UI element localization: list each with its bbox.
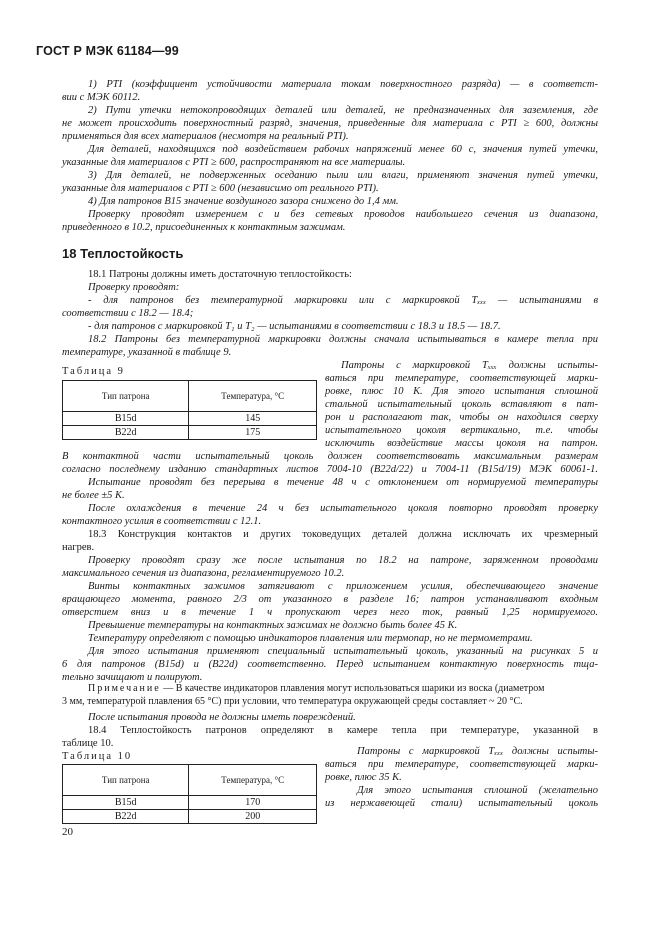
table-9-caption: Таблица 9 [62,366,125,377]
text-line: Для этого испытания применяют специальный испытательный цоколь, указанный на рисунках 5 и [88,646,598,657]
text-line: После испытания провода не должны иметь повреждений. [88,712,356,723]
text-line: согласно последнему изданию стандартных листов 7004-10 (B22d/22) и 7004-11 (B15d/19) МЭК 60061-1. [62,464,598,475]
text-line: Патроны с маркировкой Tₓₓₓ должны испыты- [357,746,598,757]
text-line: 18.3 Конструкция контактов и других токоведущих деталей должна исключать их чрезмерный [88,529,598,540]
table-9-cell: 145 [189,412,317,426]
text-line: таблице 10. [62,738,114,749]
text-line: Для деталей, находящихся под воздействием рабочих напряжений менее 60 с, значения путей утечки, [88,144,598,155]
page-number: 20 [62,826,73,838]
note-line-1: Примечание — В качестве индикаторов плавления могут использоваться шарики из воска (диаметром [88,683,545,694]
table-10 [62,764,317,824]
table-9-cell: B15d [63,412,189,426]
text-line: 18.4 Теплостойкость патронов определяют в камере тепла при температуре, указанной в [88,725,598,736]
text-line: вращающего момента, равного 2/3 от указанного в разделе 16; патрон устанавливают входным [62,594,598,605]
text-line: 6 для патронов (B15d) и (B22d) соответственно. Перед испытанием контактную поверхность тща- [62,659,598,670]
text-line: Температуру определяют с помощью индикаторов плавления или термопар, но не термометрами. [88,633,533,644]
note-line-2: 3 мм, температурой плавления 65 °С) при условии, что температура окружающей среды составляет ~ 20 °С. [62,696,523,707]
text-line: 18.2 Патроны без температурной маркировки должны сначала испытываться в камере тепла при [88,334,598,345]
text-line: Превышение температуры на контактных зажимах не должно быть более 45 К. [88,620,458,631]
text-line: указанные для материалов с PTI ≥ 600 (независимо от реального PTI). [62,183,379,194]
text-line: рон и располагают так, чтобы он находился сверху [325,412,598,423]
text-line: ровке, плюс 35 К. [325,772,402,783]
text-line: максимального сечения из диапазона, регламентируемого 10.2. [62,568,345,579]
text-line: тельно зачищают и полируют. [62,672,203,683]
text-line: температуре, указанной в таблице 9. [62,347,232,358]
text-line: испытательного цоколя вертикально, т.е. чтобы [325,425,598,436]
text-line: исключить воздействие массы цоколя на патрон. [325,438,598,449]
text-line: из нержавеющей стали) испытательный цоколь [325,798,598,809]
text-line: После охлаждения в течение 24 ч без испытательного цоколя повторно проводят проверку [88,503,598,514]
text-line: Проверку проводят сразу же после испытания по 18.2 на патроне, заряженном проводами [88,555,598,566]
text-line: Винты контактных зажимов затягивают с приложением усилия, обеспечивающего значение [88,581,598,592]
text-line: не более ±5 К. [62,490,125,501]
table-9-header-type: Тип патрона [63,381,189,412]
text-line: ваться при температуре, соответствующей марки- [325,373,598,384]
document-header: ГОСТ Р МЭК 61184—99 [36,44,179,58]
text-line: ваться при температуре, соответствующей марки- [325,759,598,770]
text-line: 2) Пути утечки нетокопроводящих деталей или деталей, не предназначенных для заземления, где [88,105,598,116]
text-line: 4) Для патронов B15 значение воздушного зазора снижено до 1,4 мм. [88,196,399,207]
table-10-caption: Таблица 10 [62,751,133,762]
text-line: отверстием вниз и в течение 1 ч пропускают через него ток, равный 1,25 нормируемого. [62,607,598,618]
text-line: 3) Для деталей, не подверженных оседанию пыли или влаги, применяют значения путей утечки, [88,170,598,181]
table-9-cell: 175 [189,426,317,440]
text-line: ровке, плюс 10 К. Для этого испытания сплошной [325,386,598,397]
text-line: приведенного в 10.2, присоединенных к контактным зажимам. [62,222,346,233]
text-line: Патроны с маркировкой Tₓₓₓ должны испыты- [341,360,598,371]
text-line: вии с МЭК 60112. [62,92,141,103]
text-line: 1) PTI (коэффициент устойчивости материала токам поверхностного разряда) — в соответст- [88,79,598,90]
table-10-cell: B15d [63,796,189,810]
table-10-cell: B22d [63,810,189,824]
table-10-header-type: Тип патрона [63,765,189,796]
text-line: нагрев. [62,542,95,553]
table-9-cell: B22d [63,426,189,440]
text-line: указанные для материалов с PTI ≥ 600, распространяют на все материалы. [62,157,406,168]
text-line: Испытание проводят без перерыва в течение 48 ч с отклонением от нормируемой температуры [88,477,598,488]
note-label: Примечание [88,683,161,694]
text-line: В контактной части испытательный цоколь должен соответствовать максимальным размерам [62,451,598,462]
table-9 [62,380,317,440]
text-line: соответствии с 18.2 — 18.4; [62,308,194,319]
text-line: контактного усилия в соответствии с 12.1. [62,516,262,527]
table-9-header-temp: Температура, °С [189,381,317,412]
table-10-cell: 170 [189,796,317,810]
text-line: 18.1 Патроны должны иметь достаточную теплостойкость: [88,269,352,280]
table-10-cell: 200 [189,810,317,824]
text-line: Для этого испытания сплошной (желательно [357,785,598,796]
text-line: стальной испытательный цоколь вставляют в пат- [325,399,598,410]
text-line: - для патронов без температурной маркировки или с маркировкой Tₓₓₓ — испытаниями в [88,295,598,306]
table-10-header-temp: Температура, °С [189,765,317,796]
text-line: Проверку проводят: [88,282,180,293]
text-line: применяться для всех материалов (несмотря на реальный PTI). [62,131,349,142]
text-line: не может происходить поверхностный разряд, значения, приведенные для материала с PTI ≥ 600, должны [62,118,598,129]
text-line: - для патронов с маркировкой T₁ и T₂ — испытаниями в соответствии с 18.3 и 18.5 — 18.7. [88,321,501,332]
section-title: 18 Теплостойкость [62,246,184,261]
text-line: Проверку проводят измерением с и без сетевых проводов наибольшего сечения из диапазона, [88,209,598,220]
